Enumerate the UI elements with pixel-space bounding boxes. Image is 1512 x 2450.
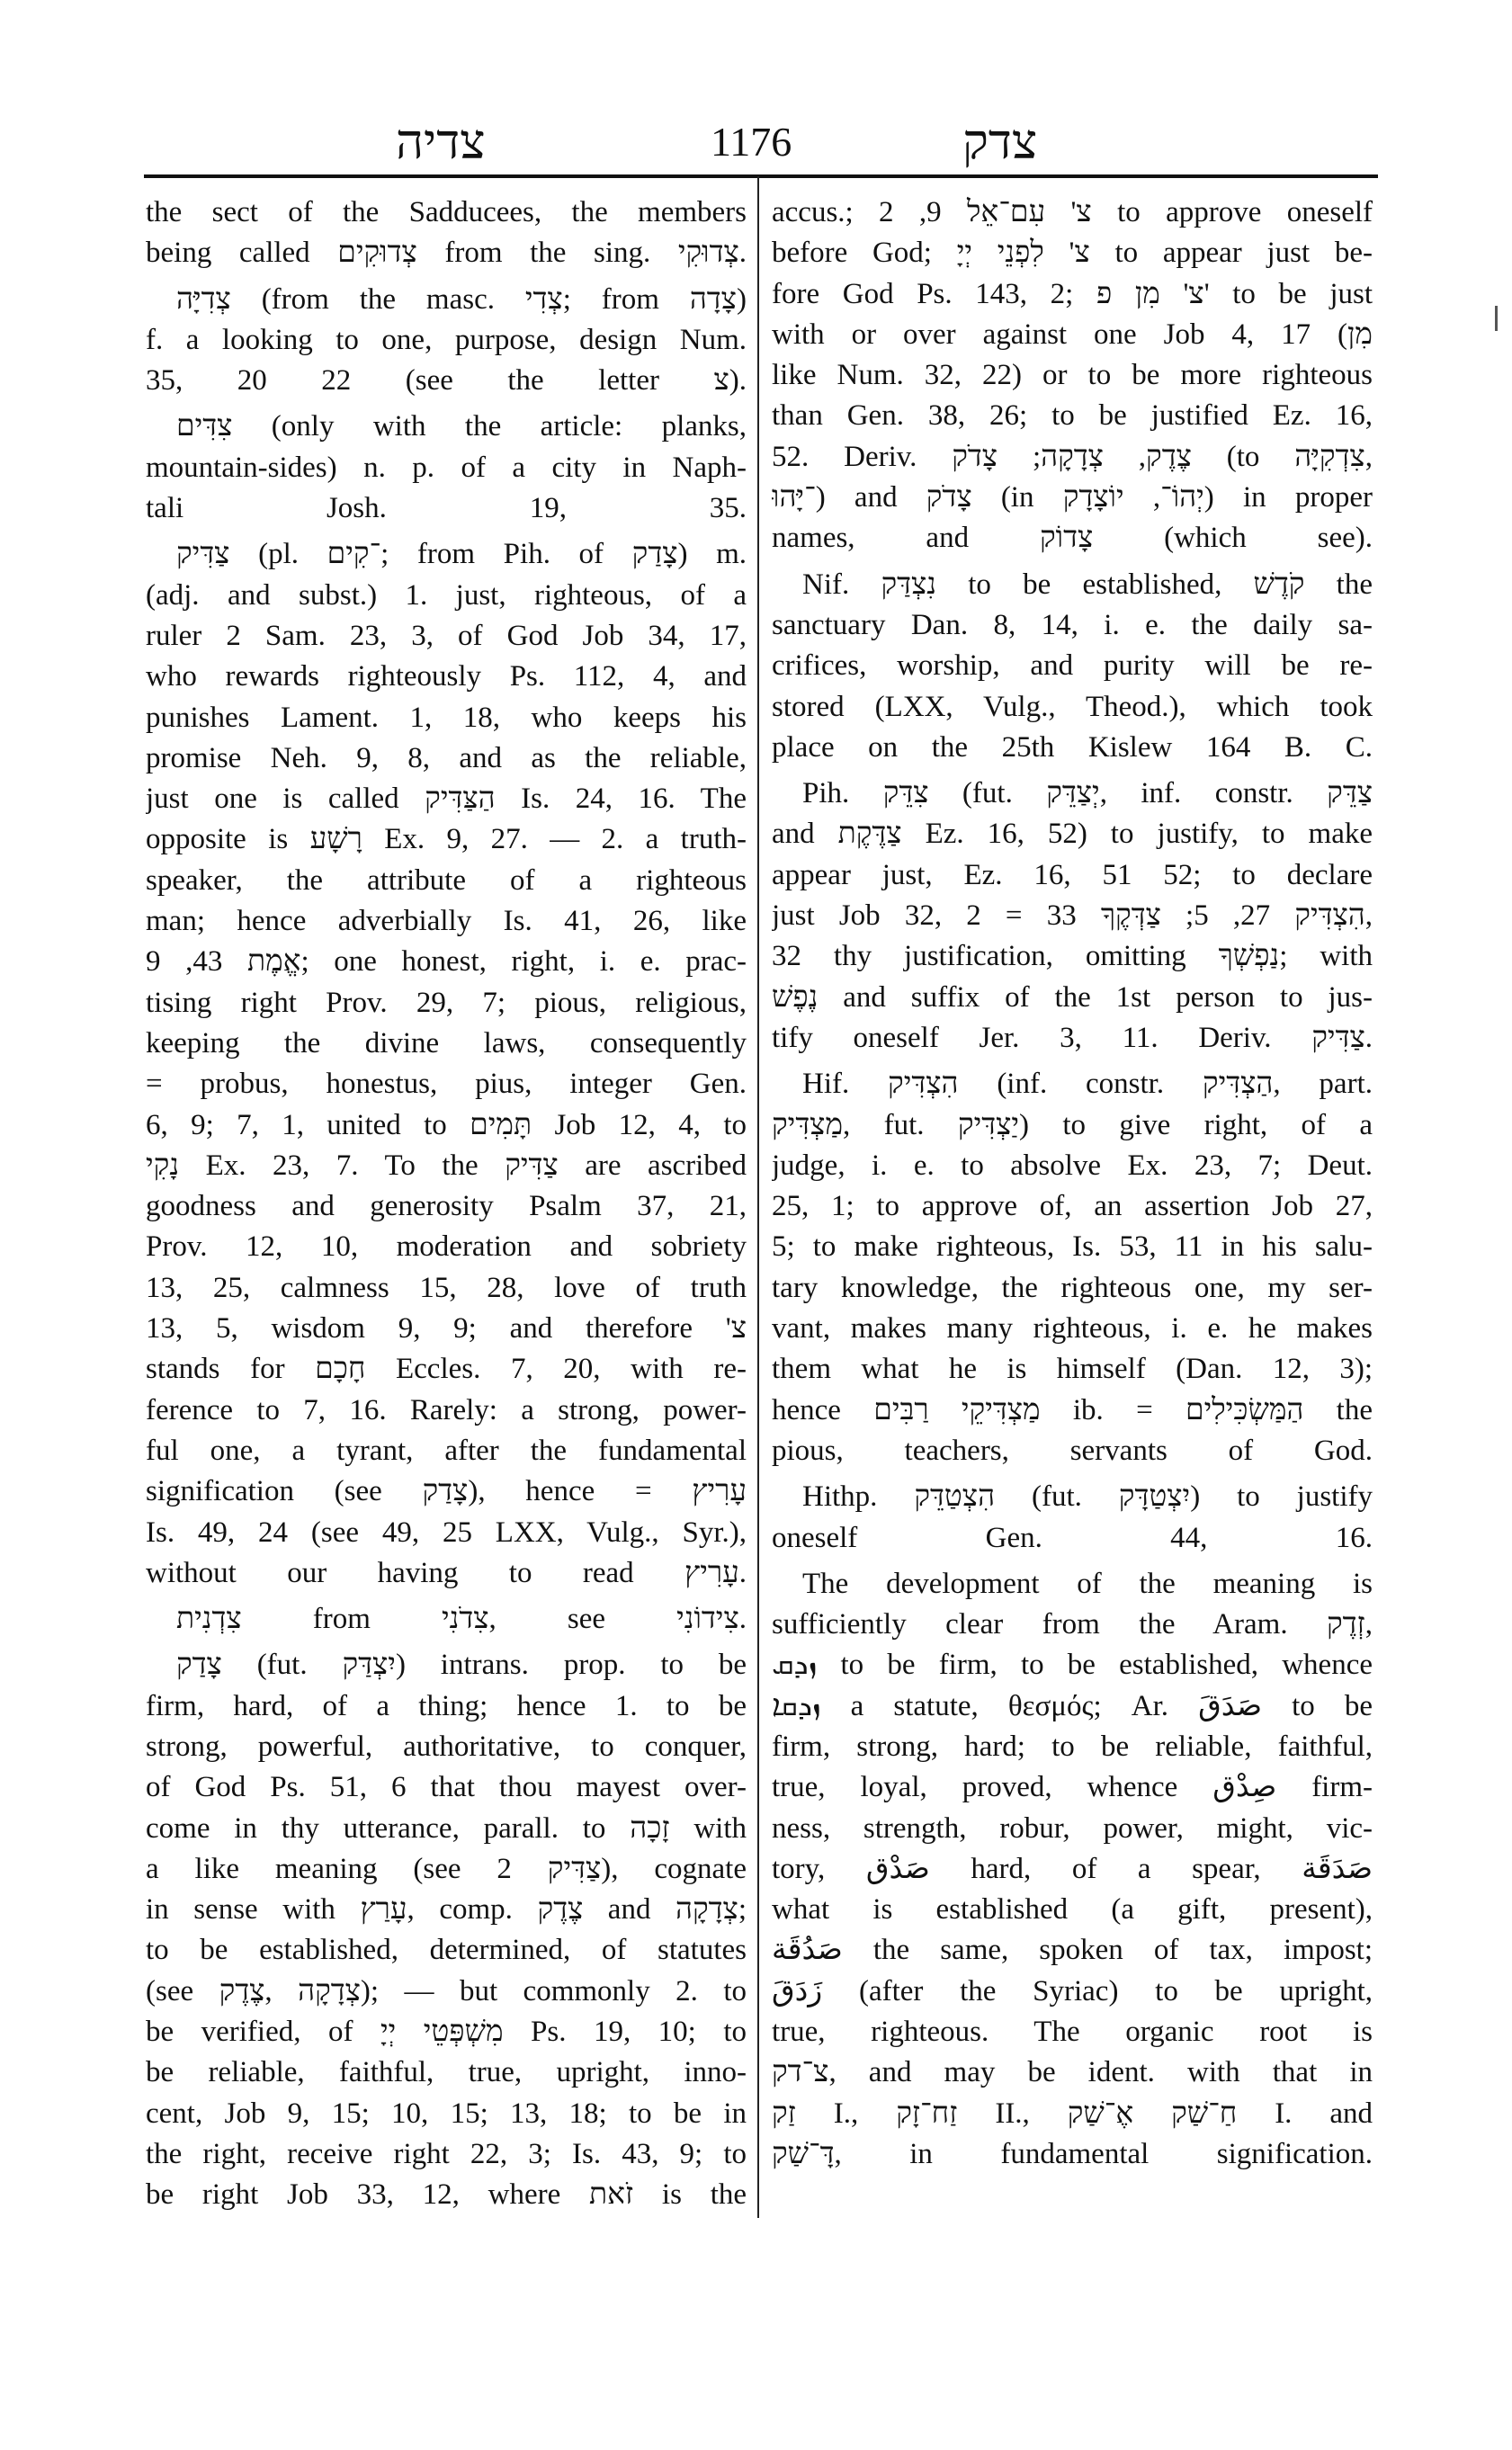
text-line: ־יָּהוּ) and צָדֹק (in יְהוֹ־, יוֹצָדָק) in proper bbox=[772, 481, 1373, 514]
text-line: with or over against one Job 4, 17 (מִן bbox=[772, 317, 1373, 351]
text-line: them what he is himself (Dan. 12, 3); bbox=[772, 1353, 1373, 1386]
text-line: in sense with עָרַץ, comp. צֶדֶק and צְדָקָה; bbox=[146, 1893, 747, 1927]
text-line: 6, 9; 7, 1, united to תָּמִים Job 12, 4, to bbox=[146, 1108, 747, 1141]
text-line: ruler 2 Sam. 23, 3, of God Job 34, 17, bbox=[146, 619, 747, 652]
text-line: Prov. 12, 10, moderation and sobriety bbox=[146, 1230, 747, 1264]
text-line: keeping the divine laws, consequently bbox=[146, 1026, 747, 1060]
text-line: crifices, worship, and purity will be re- bbox=[772, 649, 1373, 683]
page-number: 1176 bbox=[711, 119, 792, 165]
text-line: 13, 25, calmness 15, 28, love of truth bbox=[146, 1271, 747, 1304]
text-line: ful one, a tyrant, after the fundamental bbox=[146, 1434, 747, 1467]
text-line: accus.; צ' עִם־אֵל 9, 2 to approve oneself bbox=[772, 196, 1373, 228]
text-line: 5; to make righteous, Is. 53, 11 in his salu- bbox=[772, 1230, 1373, 1264]
text-line: than Gen. 38, 26; to be justified Ez. 16, bbox=[772, 399, 1373, 433]
dictionary-entry bbox=[146, 192, 747, 274]
text-line: tali Josh. 19, 35. bbox=[146, 492, 747, 525]
text-line: be reliable, faithful, true, upright, inno- bbox=[146, 2056, 747, 2089]
text-line: צְדִיָּה (from the masc. צְדִי; from צָדָה) bbox=[176, 282, 747, 316]
text-line: firm, hard, of a thing; hence 1. to be bbox=[146, 1689, 747, 1722]
text-line: the sect of the Sadducees, the members bbox=[146, 196, 747, 228]
text-line: ܙܕܩ to be firm, to be established, whence bbox=[772, 1649, 1373, 1682]
text-line: f. a looking to one, purpose, design Num. bbox=[146, 323, 747, 356]
text-line: a like meaning (see צַדִּיק 2), cognate bbox=[146, 1852, 747, 1885]
text-line: be verified, of מִשְׁפְּטֵי יְיָ Ps. 19, 10; to bbox=[146, 2016, 747, 2049]
text-line: come in thy utterance, parall. to זָכָה with bbox=[146, 1811, 747, 1845]
text-line: strong, powerful, authoritative, to conquer, bbox=[146, 1730, 747, 1763]
text-line: tising right Prov. 29, 7; pious, religious, bbox=[146, 986, 747, 1019]
text-line: stands for חָכָם Eccles. 7, 20, with re- bbox=[146, 1353, 747, 1386]
text-line: speaker, the attribute of a righteous bbox=[146, 863, 747, 897]
text-line: צִדְנִית from צִדֹנִי, see צִידוֹנִי. bbox=[176, 1603, 747, 1636]
dictionary-entry bbox=[772, 773, 1373, 1059]
dictionary-entry bbox=[772, 1477, 1373, 1559]
dictionary-entry bbox=[146, 280, 747, 402]
text-line: place on the 25th Kislew 164 B. C. bbox=[772, 730, 1373, 764]
text-line: vant, makes many righteous, i. e. he makes bbox=[772, 1312, 1373, 1346]
text-line: what is established (a gift, present), bbox=[772, 1893, 1373, 1927]
text-line: = probus, honestus, pius, integer Gen. bbox=[146, 1068, 747, 1101]
text-line: names, and צָדוֹק (which see). bbox=[772, 522, 1373, 555]
text-line: to be established, determined, of statutes bbox=[146, 1934, 747, 1967]
text-line: signification (see צָדַק), hence = עָרִיץ bbox=[146, 1475, 747, 1508]
text-line: צַדִּיק (pl. ־קִים; from Pih. of צָדַק) m. bbox=[176, 538, 747, 571]
text-line: fore God Ps. 143, 2; צ' מִן פ' to be just bbox=[772, 277, 1373, 310]
text-line: אֱמֶת 43, 9; one honest, right, i. e. prac- bbox=[146, 945, 747, 979]
text-line: be right Job 33, 12, where זֹאת is the bbox=[146, 2178, 747, 2212]
text-line: man; hence adverbially Is. 41, 26, like bbox=[146, 905, 747, 938]
text-line: דָּ־שַׁק, in fundamental signification. bbox=[772, 2137, 1373, 2170]
text-line: oneself Gen. 44, 16. bbox=[772, 1521, 1373, 1554]
text-line: like Num. 32, 22) or to be more righteous bbox=[772, 359, 1373, 392]
text-line: Pih. צִדֵּק (fut. יְצַדֵּק, inf. constr. צַדֵּק bbox=[802, 777, 1373, 810]
text-line: Hithp. הִצְטַדֵּק (fut. יִצְטַדָּק) to justify bbox=[802, 1480, 1373, 1514]
column-divider bbox=[757, 176, 759, 2218]
text-line: צִדִּים (only with the article: planks, bbox=[176, 410, 747, 443]
text-line: punishes Lament. 1, 18, who keeps his bbox=[146, 701, 747, 734]
text-line: being called צְדוּקִים from the sing. צְדוּקִי. bbox=[146, 237, 747, 270]
text-line: زَدَقَ (after the Syriac) to be upright, bbox=[772, 1974, 1373, 2007]
text-line: cent, Job 9, 15; 10, 15; 13, 18; to be in bbox=[146, 2097, 747, 2130]
text-line: sanctuary Dan. 8, 14, i. e. the daily sa- bbox=[772, 608, 1373, 641]
running-head-left: צדיה bbox=[396, 115, 486, 169]
text-line: ܙܕܩܐ a statute, θεσμός; Ar. صَدَقَ to be bbox=[772, 1689, 1373, 1722]
text-line: Is. 49, 24 (see 49, 25 LXX, Vulg., Syr.), bbox=[146, 1516, 747, 1549]
scan-margin-mark bbox=[1495, 306, 1498, 331]
text-line: just one is called הַצַּדִּיק Is. 24, 16. The bbox=[146, 782, 747, 816]
text-line: true, loyal, proved, whence صِدْق firm- bbox=[772, 1771, 1373, 1804]
text-line: 32 thy justification, omitting נַפְשְׁךָ; with bbox=[772, 940, 1373, 973]
dictionary-entry bbox=[146, 1599, 747, 1640]
running-head-right: צדק bbox=[962, 115, 1038, 169]
dictionary-entry bbox=[772, 1564, 1373, 2175]
text-line: זַק I., זַח־זָק II., חַ־שַׁק אֶ־שַׁק I. and bbox=[772, 2097, 1373, 2130]
text-line: of God Ps. 51, 6 that thou mayest over- bbox=[146, 1771, 747, 1804]
text-line: the right, receive right 22, 3; Is. 43, 9; to bbox=[146, 2137, 747, 2170]
text-line: 35, 20 22 (see the letter צ). bbox=[146, 364, 747, 398]
text-line: tory, صَدْق hard, of a spear, صَدَقَة bbox=[772, 1852, 1373, 1885]
text-line: and צַדֶּקֶת Ez. 16, 52) to justify, to make bbox=[772, 818, 1373, 851]
dictionary-entry bbox=[772, 192, 1373, 559]
text-line: before God; צ' לִפְנֵי יְיָ to appear just be- bbox=[772, 237, 1373, 270]
text-line: (see צְדָקָה ,צֶדֶק); — but commonly 2. to bbox=[146, 1974, 747, 2007]
text-line: Nif. נִצְדַּק to be established, קֹדֶשׁ the bbox=[802, 568, 1373, 601]
text-line: ference to 7, 16. Rarely: a strong, power- bbox=[146, 1393, 747, 1426]
text-line: without our having to read עָרִיץ. bbox=[146, 1556, 747, 1589]
text-line: 13, 5, wisdom 9, 9; and therefore 'צ bbox=[146, 1312, 747, 1346]
text-line: sufficiently clear from the Aram. זְדֶק, bbox=[772, 1608, 1373, 1641]
text-line: tify oneself Jer. 3, 11. Deriv. צַדִּיק. bbox=[772, 1021, 1373, 1054]
text-line: מַצְדִּיק, fut. יַצְדִּיק) to give right, of a bbox=[772, 1108, 1373, 1141]
text-line: opposite is רָשָׁע Ex. 9, 27. — 2. a truth- bbox=[146, 823, 747, 856]
dictionary-entry bbox=[772, 565, 1373, 768]
text-line: 25, 1; to approve of, an assertion Job 27, bbox=[772, 1190, 1373, 1223]
dictionary-entry bbox=[146, 534, 747, 1594]
right-column bbox=[772, 192, 1373, 2175]
text-line: 52. Deriv. צֶדֶק, צְדָקָה; צָדֹק (to צִדְקִיָּה, bbox=[772, 440, 1373, 473]
text-line: (adj. and subst.) 1. just, righteous, of a bbox=[146, 578, 747, 612]
text-line: promise Neh. 9, 8, and as the reliable, bbox=[146, 741, 747, 774]
text-line: Hif. הִצְדִּיק (inf. constr. הַצְדִּיק, part. bbox=[802, 1068, 1373, 1101]
text-line: mountain-sides) n. p. of a city in Naph- bbox=[146, 451, 747, 484]
text-line: צָדַק (fut. יִצְדַּק) intrans. prop. to be bbox=[176, 1649, 747, 1682]
text-line: hence מַצְדִּיקֵי רַבִּים ib. = הַמַּשְׂכִּילִים the bbox=[772, 1393, 1373, 1426]
text-line: appear just, Ez. 16, 51 52; to declare bbox=[772, 858, 1373, 891]
text-line: firm, strong, hard; to be reliable, faithful, bbox=[772, 1730, 1373, 1763]
header-rule bbox=[144, 174, 1378, 178]
dictionary-entry bbox=[146, 407, 747, 529]
text-line: ness, strength, robur, power, might, vic- bbox=[772, 1811, 1373, 1845]
text-line: צ־דק, and may be ident. with that in bbox=[772, 2056, 1373, 2089]
text-line: נָקִי Ex. 23, 7. To the צַדִּיק are ascribed bbox=[146, 1149, 747, 1182]
text-line: נֶפֶשׁ and suffix of the 1st person to jus- bbox=[772, 980, 1373, 1014]
text-line: true, righteous. The organic root is bbox=[772, 2016, 1373, 2049]
text-line: stored (LXX, Vulg., Theod.), which took bbox=[772, 690, 1373, 723]
text-line: pious, teachers, servants of God. bbox=[772, 1434, 1373, 1467]
dictionary-entry bbox=[146, 1645, 747, 2215]
text-line: tary knowledge, the righteous one, my ser- bbox=[772, 1271, 1373, 1304]
text-line: who rewards righteously Ps. 112, 4, and bbox=[146, 660, 747, 693]
text-line: صَدُقَة the same, spoken of tax, impost; bbox=[772, 1934, 1373, 1967]
text-line: judge, i. e. to absolve Ex. 23, 7; Deut. bbox=[772, 1149, 1373, 1182]
text-line: goodness and generosity Psalm 37, 21, bbox=[146, 1190, 747, 1223]
text-line: just Job 32, 2 = הִצְדִּיק 27, 5; צַדְּקֶךָ 33, bbox=[772, 899, 1373, 933]
left-column bbox=[146, 192, 747, 2216]
text-line: The development of the meaning is bbox=[802, 1567, 1373, 1600]
dictionary-entry bbox=[772, 1064, 1373, 1471]
